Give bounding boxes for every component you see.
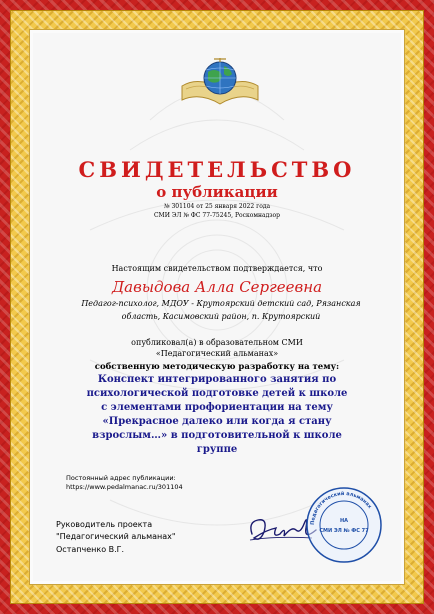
confirmation-text: Настоящим свидетельством подтверждается, что <box>111 264 323 273</box>
signer-position: Руководитель проекта <box>56 520 153 529</box>
globe-book-emblem-icon <box>178 56 262 112</box>
stamp-inner-text: СМИ ЭЛ № ФС 77 <box>319 528 369 534</box>
stamp-outer-text: Педагогический альманах <box>309 490 373 526</box>
round-stamp-seal <box>305 486 383 564</box>
address-url[interactable]: https://www.pedalmanac.ru/301104 <box>66 483 183 491</box>
certificate-number: № 301104 от 25 января 2022 года <box>163 203 271 210</box>
certificate-subtitle: о публикации <box>156 183 278 201</box>
media-registration: СМИ ЭЛ № ФС 77-75245, Роскомнадзор <box>153 212 281 219</box>
signer-name: Остапченко В.Г. <box>56 545 125 554</box>
recipient-role: Педагог-психолог, МДОУ - Крутоярский детский сад, Рязанская область, Касимовский район, п. Крутоярский <box>81 299 361 321</box>
published-line-1: опубликовал(а) в образовательном СМИ <box>131 338 303 347</box>
signer-project: "Педагогический альманах" <box>56 532 176 541</box>
address-label: Постоянный адрес публикации: <box>66 474 176 482</box>
published-line-2: «Педагогический альманах» <box>155 349 279 358</box>
certificate-title: СВИДЕТЕЛЬСТВО <box>78 157 356 182</box>
stamp-center-text: НА <box>339 518 349 524</box>
work-title: Конспект интегрированного занятия по психологической подготовке детей к школе с элементами профориентации на тему «Прекрасное далеко или когда я стану взрослым…» в подготовительной к школе группе <box>86 374 348 455</box>
recipient-name: Давыдова Алла Сергеевна <box>111 278 323 296</box>
own-development-line: собственную методическую разработку на тему: <box>94 362 340 372</box>
